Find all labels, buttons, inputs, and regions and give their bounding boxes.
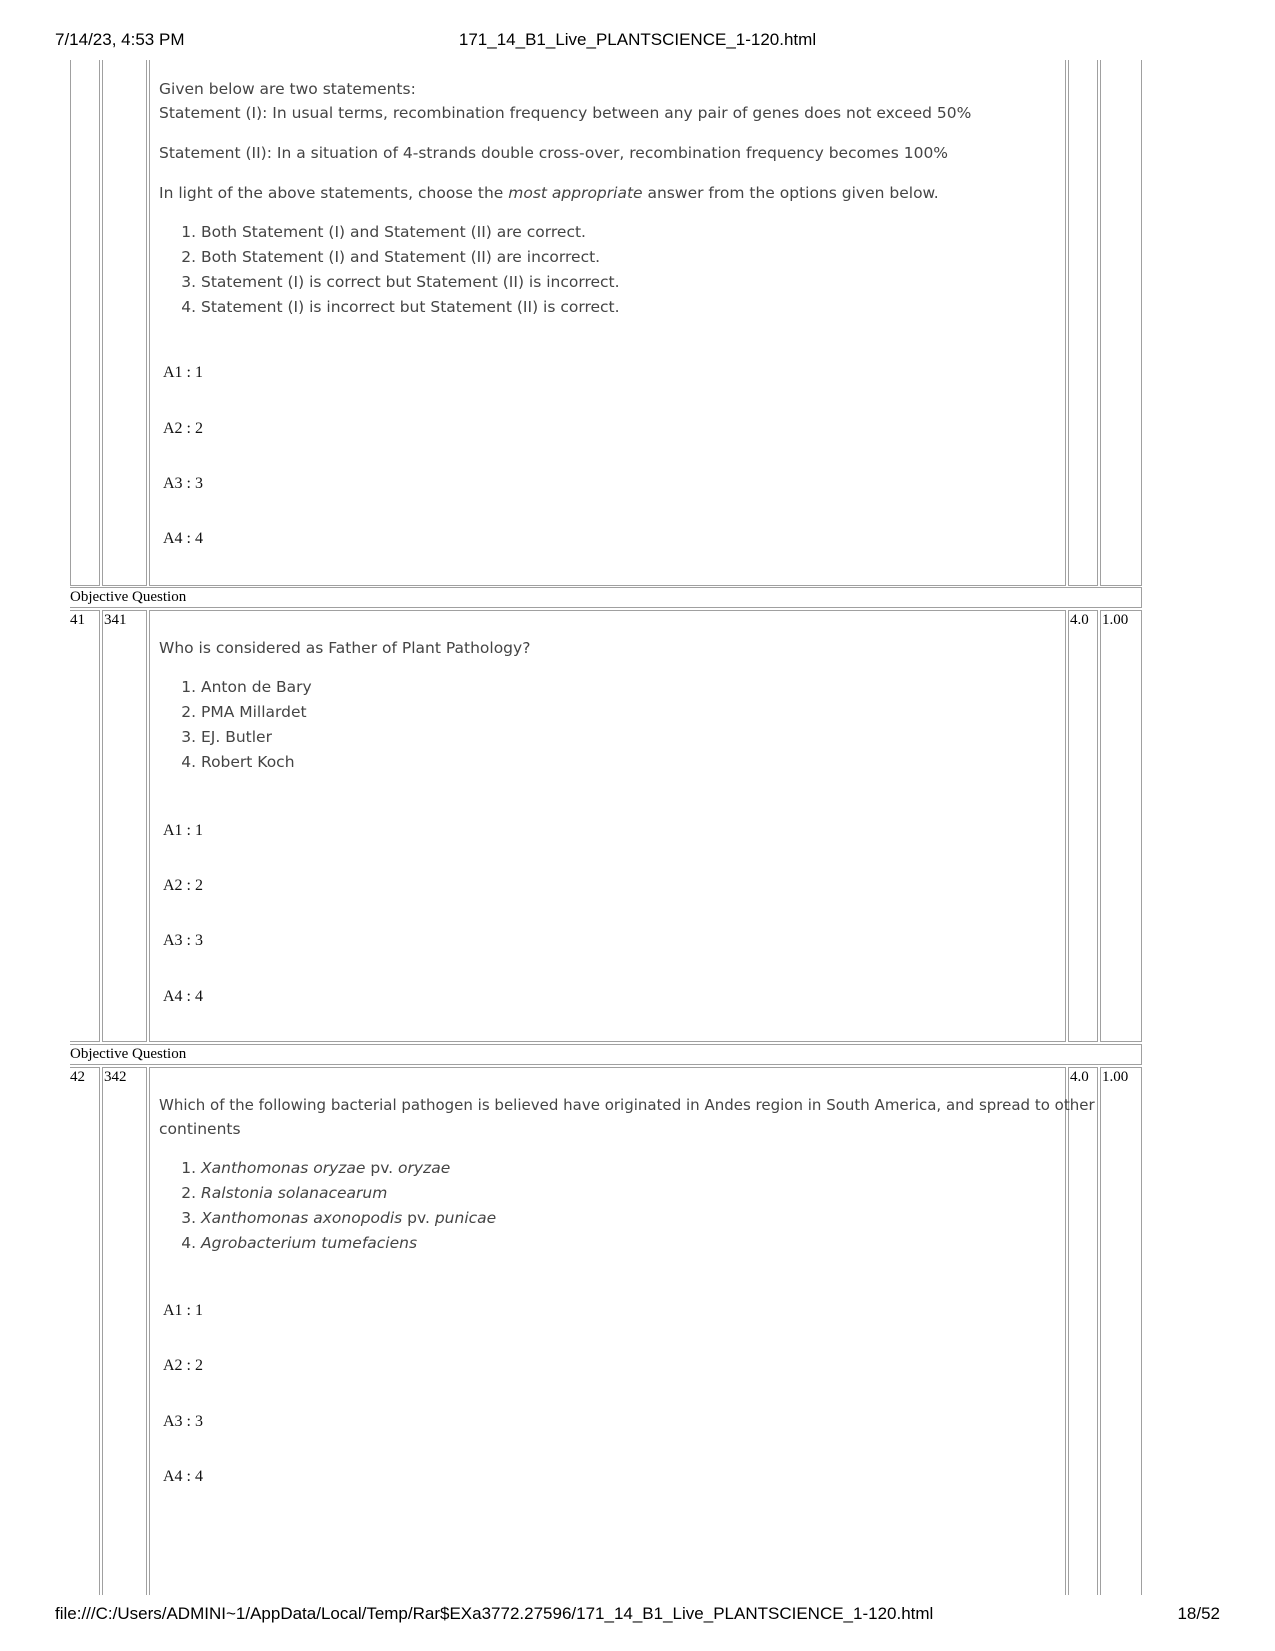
q42-question-line-2: continents <box>159 1120 241 1138</box>
qid-cell <box>102 1067 147 1595</box>
serial-number: 42 <box>70 1069 85 1085</box>
marks-cell <box>1068 1067 1098 1595</box>
qid-cell <box>102 60 147 586</box>
answer-key-2: A2 : 2 <box>163 1357 203 1374</box>
question-type-label: Objective Question <box>70 1046 187 1062</box>
question-type-row <box>70 587 1142 608</box>
q41-options <box>159 675 530 775</box>
question-type-row <box>70 1044 1142 1065</box>
question-type-label: Objective Question <box>70 589 187 605</box>
print-file-title: 171_14_B1_Live_PLANTSCIENCE_1-120.html <box>458 30 817 49</box>
option-item: 1. Both Statement (I) and Statement (II) are correct. <box>201 220 971 245</box>
question-table <box>70 60 1202 1595</box>
sno-cell <box>70 610 100 1042</box>
sno-cell <box>70 60 100 586</box>
negative-marks-value: 1.00 <box>1102 1069 1129 1085</box>
answer-key-4: A4 : 4 <box>163 530 203 547</box>
answer-key-1: A1 : 1 <box>163 822 203 839</box>
q41-question: Who is considered as Father of Plant Pathology? <box>159 639 531 657</box>
q40-options <box>159 220 971 320</box>
q40-intro: Given below are two statements: <box>159 80 416 98</box>
option-item: 1. Anton de Bary <box>201 675 530 700</box>
serial-number: 41 <box>70 612 85 628</box>
question-id: 342 <box>104 1069 127 1085</box>
answer-key-2: A2 : 2 <box>163 877 203 894</box>
answer-key-3: A3 : 3 <box>163 475 203 492</box>
option-item: 3. Xanthomonas axonopodis pv. punicae <box>201 1206 1059 1231</box>
answer-key-4: A4 : 4 <box>163 1468 203 1485</box>
option-item: 3. EJ. Butler <box>201 725 530 750</box>
answer-key-2: A2 : 2 <box>163 420 203 437</box>
page-number: 18/52 <box>1177 1604 1220 1623</box>
q42-options <box>159 1156 1059 1256</box>
answer-key-3: A3 : 3 <box>163 932 203 949</box>
q40-instruction: In light of the above statements, choose the most appropriate answer from the options given below. <box>159 184 939 202</box>
answer-key-1: A1 : 1 <box>163 364 203 381</box>
print-datetime: 7/14/23, 4:53 PM <box>55 30 185 49</box>
qid-cell <box>102 610 147 1042</box>
marks-value: 4.0 <box>1070 1069 1089 1085</box>
marks-cell <box>1068 60 1098 586</box>
neg-marks-cell <box>1100 610 1142 1042</box>
question-42-text <box>159 1093 1095 1256</box>
option-item: 2. Ralstonia solanacearum <box>201 1181 1059 1206</box>
q40-statement-1: Statement (I): In usual terms, recombination frequency between any pair of genes does not exceed 50% <box>159 104 972 122</box>
option-item: 1. Xanthomonas oryzae pv. oryzae <box>201 1156 1059 1181</box>
option-item: 2. PMA Millardet <box>201 700 530 725</box>
print-file-path: file:///C:/Users/ADMINI~1/AppData/Local/Temp/Rar$EXa3772.27596/171_14_B1_Live_PLANTSCIENCE_1-120.html <box>55 1604 934 1623</box>
q42-question-line-1: Which of the following bacterial pathogen is believed have originated in Andes region in South America, and spread to other <box>159 1096 1095 1114</box>
answer-key-4: A4 : 4 <box>163 988 203 1005</box>
neg-marks-cell <box>1100 1067 1142 1595</box>
option-item: 4. Agrobacterium tumefaciens <box>201 1231 1059 1256</box>
answer-key-1: A1 : 1 <box>163 1302 203 1319</box>
question-41-text <box>159 636 530 775</box>
neg-marks-cell <box>1100 60 1142 586</box>
option-item: 4. Robert Koch <box>201 750 530 775</box>
answer-key-3: A3 : 3 <box>163 1413 203 1430</box>
option-item: 3. Statement (I) is correct but Statement (II) is incorrect. <box>201 270 971 295</box>
option-item: 4. Statement (I) is incorrect but Statement (II) is correct. <box>201 295 971 320</box>
option-item: 2. Both Statement (I) and Statement (II) are incorrect. <box>201 245 971 270</box>
sno-cell <box>70 1067 100 1595</box>
q40-statement-2: Statement (II): In a situation of 4-strands double cross-over, recombination frequency becomes 100% <box>159 144 949 162</box>
question-id: 341 <box>104 612 127 628</box>
marks-value: 4.0 <box>1070 612 1089 628</box>
negative-marks-value: 1.00 <box>1102 612 1129 628</box>
question-40-text <box>159 77 971 320</box>
marks-cell <box>1068 610 1098 1042</box>
